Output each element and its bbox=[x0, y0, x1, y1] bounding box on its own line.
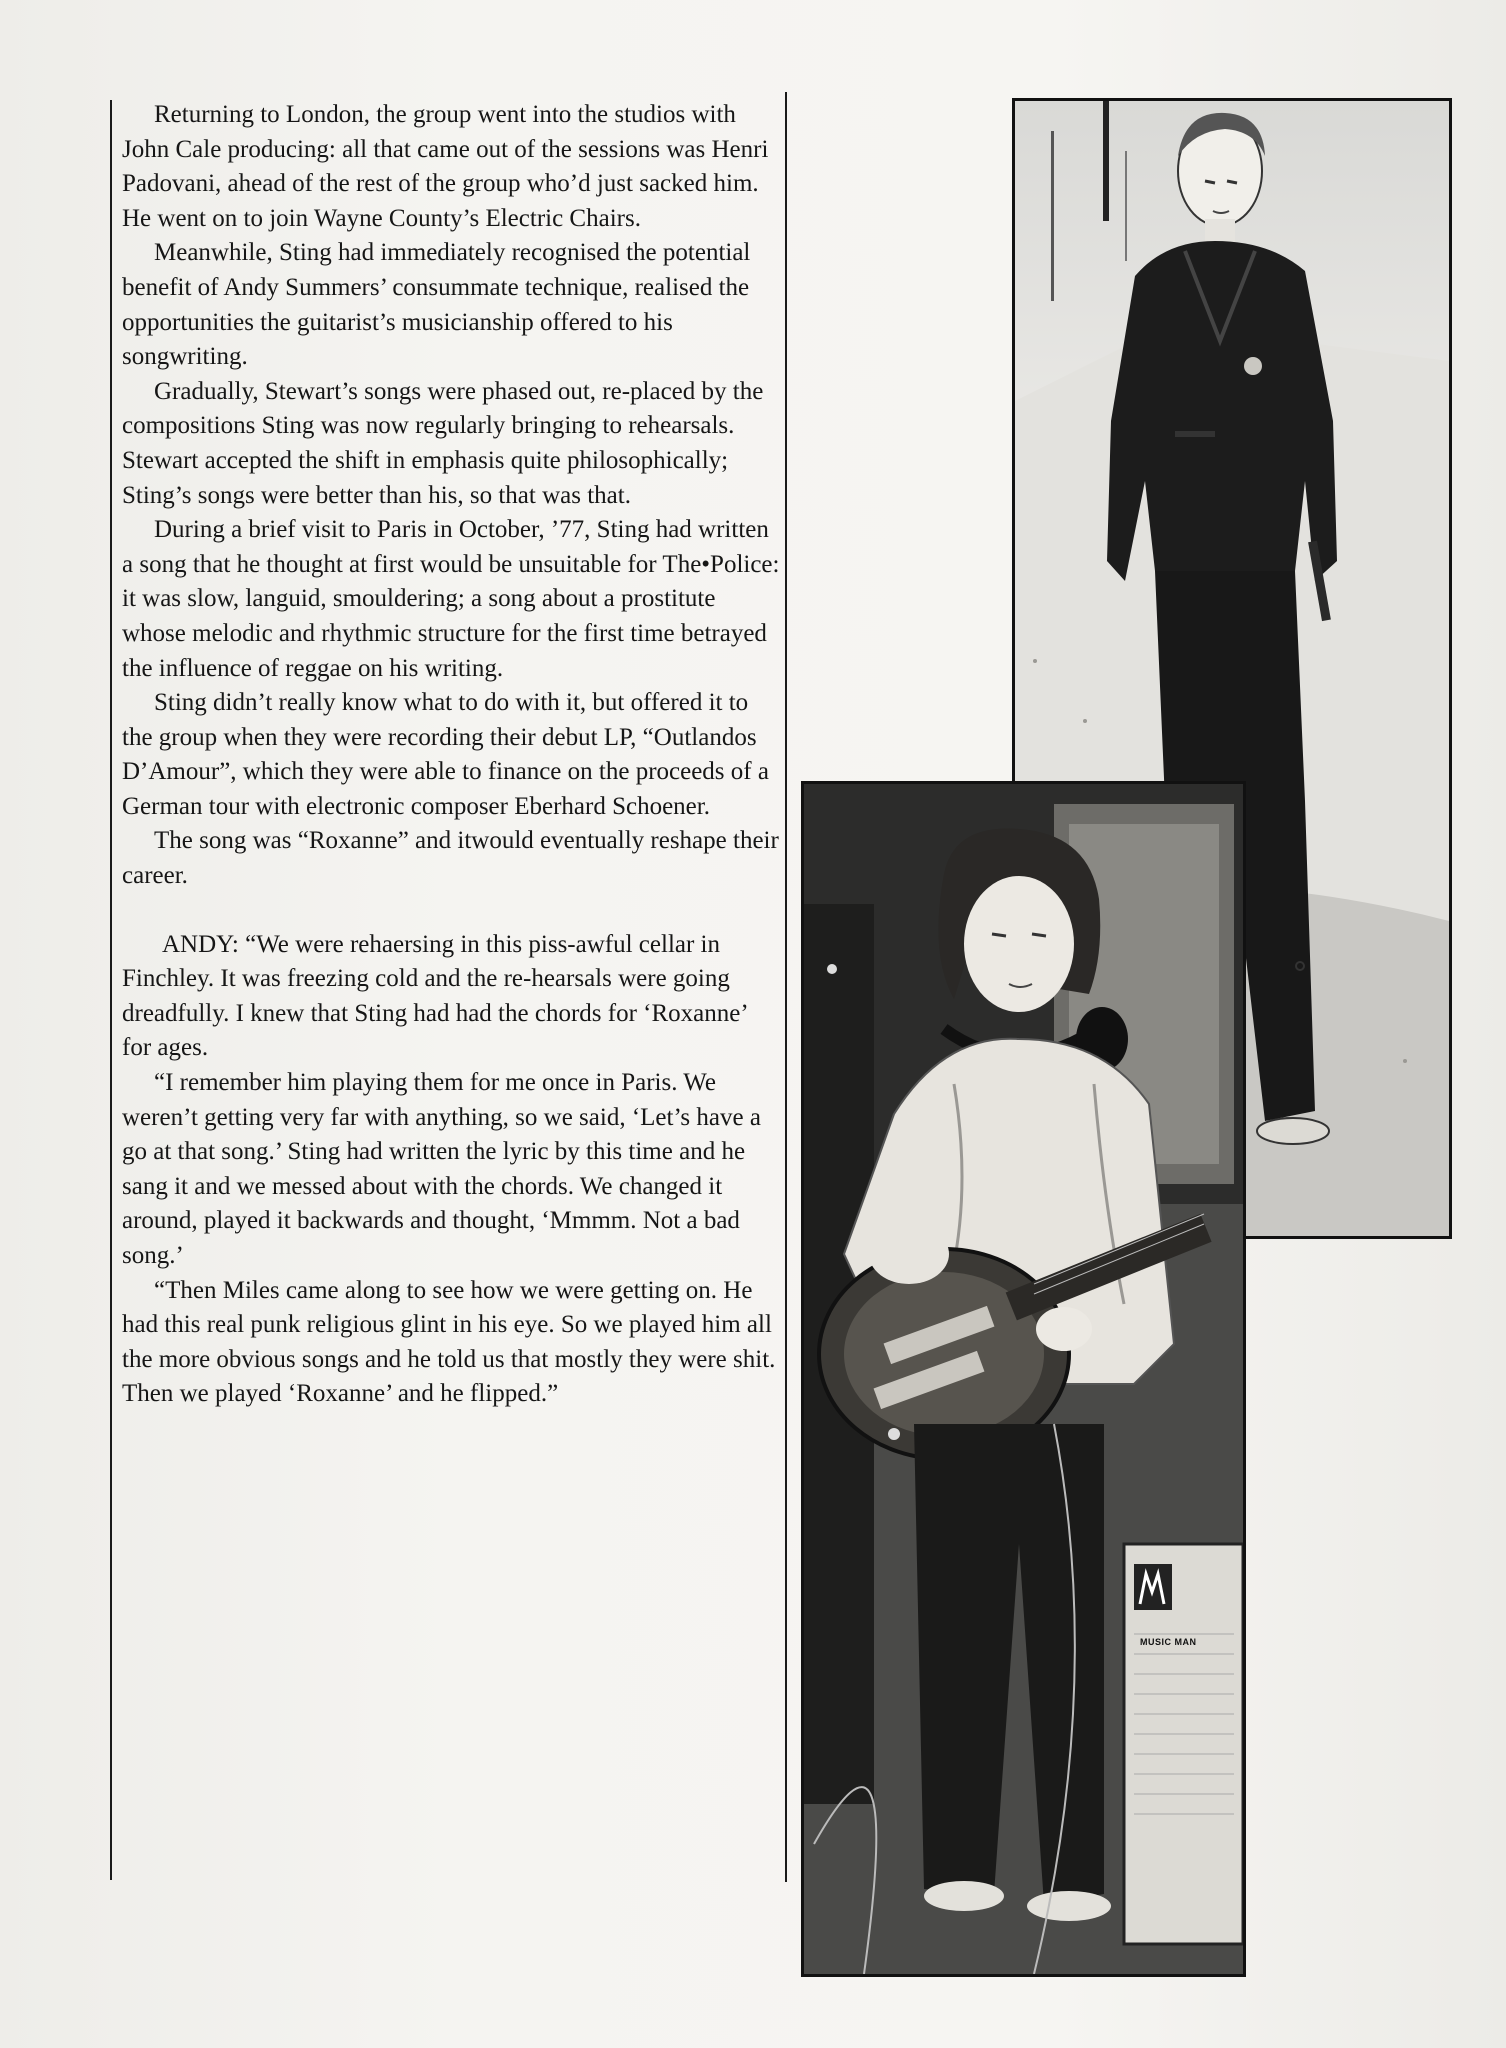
paragraph-1: Returning to London, the group went into the studios with John Cale producing: all that came out of the sessions was Henri Padovani, ahead of the rest of the group who’d just sacked him. He went on to join Wayne County’s Electric Chairs. bbox=[122, 101, 769, 232]
paragraph-3: Gradually, Stewart’s songs were phased out, re-placed by the compositions Sting was now regularly bringing to rehearsals. Stewart accepted the shift in emphasis quite philosophically; Sting’s songs were better than his, so that was that. bbox=[122, 377, 764, 509]
photo-guitarist bbox=[801, 781, 1246, 1977]
paragraph-5: Sting didn’t really know what to do with it, but offered it to the group when they were recording their debut LP, “Outlandos D’Amour”, which they were able to finance on the proceeds of a German tour with electronic composer Eberhard Schoener. bbox=[122, 689, 769, 820]
quote-paragraph-3: “Then Miles came along to see how we were getting on. He had this real punk religious glint in his eye. So we played him all the more obvious songs and he told us that mostly they were shit. Then we played ‘Roxanne’ and he flipped.” bbox=[122, 1276, 776, 1408]
paragraph-4: During a brief visit to Paris in October, ’77, Sting had written a song that he thought at first would be unsuitable for The•Police: it was slow, languid, smouldering; a song about a prostitute whose melodic and rhythmic structure for the first time betrayed the influence of reggae on his writing. bbox=[122, 516, 780, 682]
amp-brand-label: MUSIC MAN bbox=[1140, 1637, 1197, 1647]
paragraph-2: Meanwhile, Sting had immediately recognised the potential benefit of Andy Summers’ consummate technique, realised the opportunities the guitarist’s musicianship offered to his songwriting. bbox=[122, 239, 751, 371]
quote-paragraph-2: “I remember him playing them for me once in Paris. We weren’t getting very far with anything, so we said, ‘Let’s have a go at that song.’ Sting had written the lyric by this time and he sang it and we messed about with the chords. We changed it around, played it backwards and thought, ‘Mmmm. Not a bad song.’ bbox=[122, 1069, 761, 1269]
quote-paragraph-1: ANDY: “We were rehaersing in this piss-awful cellar in Finchley. It was freezing cold and the re-hearsals were going dreadfully. I knew that Sting had had the chords for ‘Roxanne’ for ages. bbox=[122, 930, 747, 1062]
guitarist-illustration bbox=[804, 784, 1243, 1974]
article-text-column bbox=[122, 98, 782, 1412]
column-rule-left bbox=[110, 100, 112, 1880]
paragraph-6: The song was “Roxanne” and itwould eventually reshape their career. bbox=[122, 827, 779, 890]
column-rule-right bbox=[785, 92, 787, 1882]
